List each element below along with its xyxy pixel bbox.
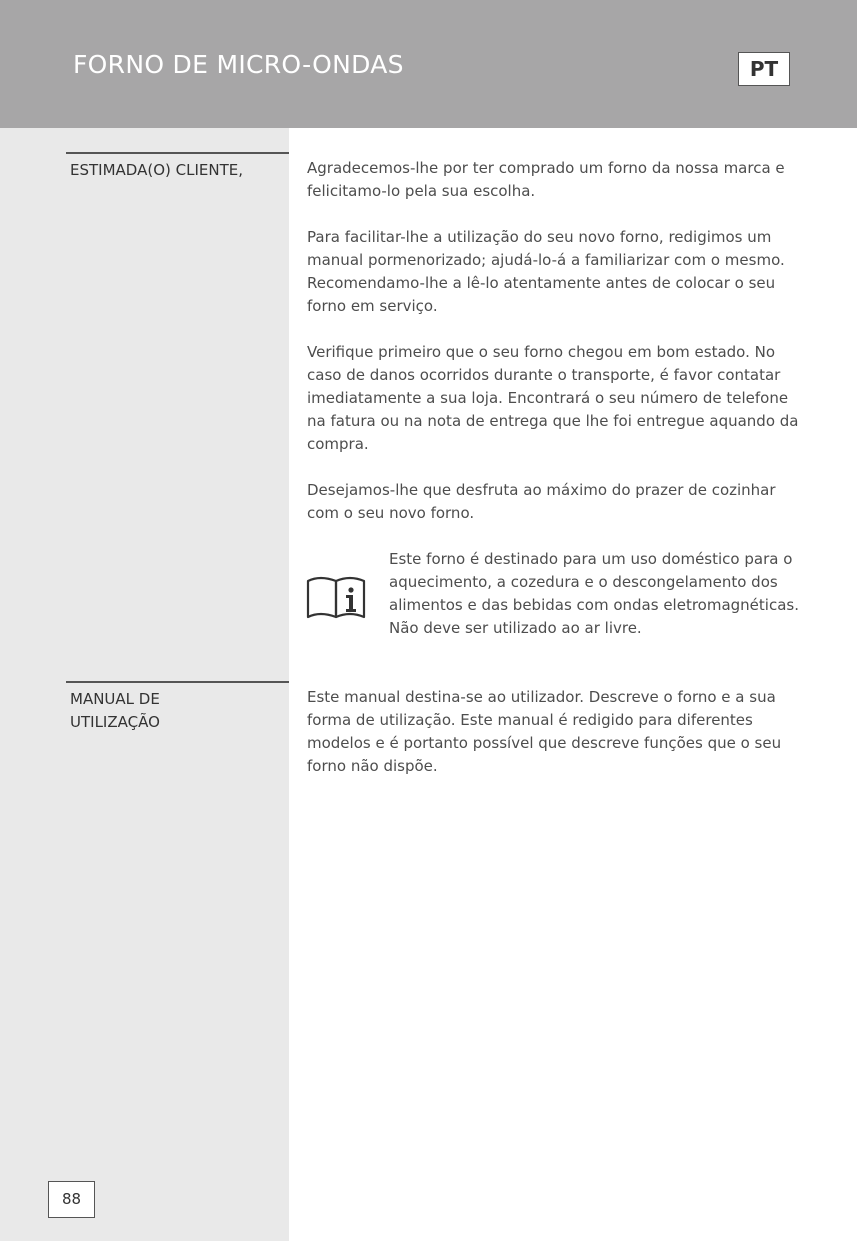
section-label-customer: ESTIMADA(O) CLIENTE, <box>66 152 289 182</box>
page-number: 88 <box>48 1181 95 1218</box>
language-badge: PT <box>738 52 790 86</box>
note-warning: Não deve ser utilizado ao ar livre. <box>389 619 642 637</box>
section-label-line: UTILIZAÇÃO <box>70 713 160 731</box>
paragraph: Verifique primeiro que o seu forno chegou em bom estado. No caso de danos ocorridos durante o transporte, é favor contatar imediatamente a sua loja. Encontrará o seu número de telefone na fatura ou na nota de entrega que lhe foi entregue aquando da compra. <box>307 343 799 453</box>
section-body-customer <box>307 157 802 548</box>
info-note <box>389 548 809 640</box>
note-text: Este forno é destinado para um uso doméstico para o aquecimento, a cozedura e o descongelamento dos alimentos e das bebidas com ondas eletromagnéticas. <box>389 550 799 614</box>
manual-info-icon <box>306 573 368 619</box>
section-label-line: MANUAL DE <box>70 690 160 708</box>
paragraph: Agradecemos-lhe por ter comprado um forno da nossa marca e felicitamo-lo pela sua escolha. <box>307 159 785 200</box>
page-header <box>0 0 857 128</box>
paragraph: Desejamos-lhe que desfruta ao máximo do prazer de cozinhar com o seu novo forno. <box>307 481 776 522</box>
section-body-manual <box>307 686 802 801</box>
paragraph: Para facilitar-lhe a utilização do seu novo forno, redigimos um manual pormenorizado; ajudá-lo-á a familiarizar com o mesmo. Recomendamo-lhe a lê-lo atentamente antes de colocar o seu forno em serviço. <box>307 228 785 315</box>
paragraph: Este manual destina-se ao utilizador. Descreve o forno e a sua forma de utilização. Este manual é redigido para diferentes modelos e é portanto possível que descreve funções que o seu forno não dispõe. <box>307 688 782 775</box>
page-title: FORNO DE MICRO-ONDAS <box>73 50 404 79</box>
section-label-manual <box>66 681 289 734</box>
